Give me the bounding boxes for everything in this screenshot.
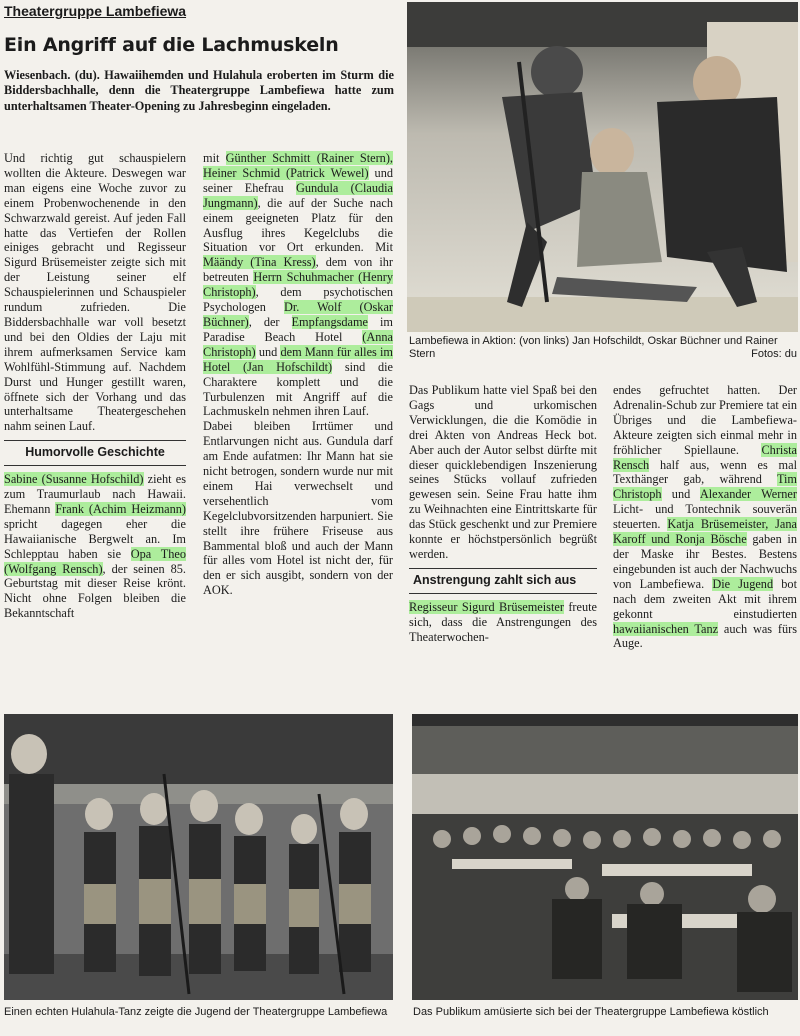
- text-run: mit: [203, 151, 226, 165]
- text-run: freute sich, dass die Anstrengungen des Theaterwochen-: [409, 599, 597, 644]
- photo-stage-action: [407, 2, 798, 332]
- highlighted-name: Empfangsdame: [291, 314, 369, 329]
- text-run: und seiner Ehefrau: [203, 165, 393, 195]
- paragraph: [203, 151, 393, 419]
- text-column-3: [409, 383, 597, 707]
- text-run: bot nach dem zweiten Akt mit ihrem gekonnt einstudierten: [613, 576, 797, 621]
- text-run: , der: [248, 314, 292, 329]
- text-column-4: [613, 383, 797, 707]
- highlighted-name: Die Jugend: [712, 576, 774, 591]
- text-column-1: [4, 151, 186, 707]
- photo-credit: Fotos: du: [751, 348, 797, 360]
- text-run: half aus, wenn es mal Texthänger gab, während: [613, 457, 797, 487]
- text-run: zieht es zum Traumurlaub nach Hawaii. Ehemann: [4, 472, 186, 516]
- highlighted-name: Sabine (Susanne Hofschild): [4, 472, 144, 487]
- highlighted-name: Frank (Achim Heizmann): [55, 501, 186, 516]
- paragraph: Das Publikum hatte viel Spaß bei den Gags und urkomischen Verwicklungen, die die Komödie in drei Akten von Andreas Heck bot. Aber auch der Autor selbst dürfte mit dieser quicklebendigen Inszenierung seines Stücks vollauf zufrieden gewesen sein. Seine Frau hatte ihm zu Weihnachten eine Eintrittskarte für das Stück geschenkt und zur Premiere konnte er höchstpersönlich begrüßt werden.: [409, 383, 597, 561]
- photo-caption-top: [409, 335, 797, 361]
- subheading-anstrengung: Anstrengung zahlt sich aus: [409, 568, 597, 594]
- highlighted-name: Gundula (Claudia Jungmann): [203, 180, 393, 210]
- text-run: sind die Charaktere komplett und die Turbulenzen mit Angriff auf die Lachmuskeln nehmen ihren Lauf.: [203, 359, 393, 419]
- text-run: , der seinen 85. Geburtstag mit dieser Reise krönt. Nicht ohne Folgen bleiben die Bekanntschaft: [4, 561, 186, 621]
- audience-photo-illustration: [412, 714, 798, 1000]
- text-run: , dem von ihr betreuten: [203, 255, 393, 285]
- article-kicker: Theatergruppe Lambefiewa: [4, 3, 187, 19]
- paragraph: [409, 600, 597, 645]
- photo-hula-dance: [4, 714, 393, 1000]
- text-run: spricht dagegen eher die Hawaiianische Bergwelt an. Im Schlepptau haben sie: [4, 516, 186, 561]
- subheading-humorvolle-geschichte: Humorvolle Geschichte: [4, 440, 186, 466]
- highlighted-name: Regisseur Sigurd Brüsemeister: [409, 599, 564, 614]
- text-run: im Paradise Beach Hotel: [203, 314, 393, 344]
- caption-text: Lambefiewa in Aktion: (von links) Jan Hofschildt, Oskar Büchner und Rainer Stern: [409, 335, 778, 360]
- article-lead: Wiesenbach. (du). Hawaiihemden und Hulahula eroberten im Sturm die Biddersbachhalle, denn die Theatergruppe Lambefiewa hatte zum unterhaltsamen Theater-Opening zu Jahresbeginn eingeladen.: [4, 68, 394, 113]
- text-run: gaben in der Maske ihr Bestes. Bestens eingebunden ist auch der Nachwuchs von Lambefiewa.: [613, 532, 797, 591]
- highlighted-name: hawaiianischen Tanz: [613, 621, 719, 636]
- highlighted-name: Tim Christoph: [613, 472, 797, 502]
- photo-caption-dance: Einen echten Hulahula-Tanz zeigte die Jugend der Theatergruppe Lambefiewa: [4, 1006, 388, 1018]
- stage-photo-illustration: [407, 2, 798, 332]
- paragraph: [4, 472, 186, 621]
- text-column-2: [203, 151, 393, 707]
- text-run: und: [255, 344, 281, 359]
- text-run: , die auf der Suche nach einem geeigneten Platz für den Ausflug ihres Kegelclubs die Situation vor Ort erkunden. Mit: [203, 195, 393, 255]
- dance-photo-illustration: [4, 714, 393, 1000]
- text-run: auch was fürs Auge.: [613, 621, 797, 651]
- paragraph: [613, 383, 797, 651]
- text-run: endes gefruchtet hatten. Der Adrenalin-Schub zur Premiere tat ein Übriges und die Lambefiewa-Akteure zeigten sich einmal mehr in fröhlicher Spiellaune.: [613, 383, 797, 457]
- paragraph: Und richtig gut schauspielern wollten die Akteure. Deswegen war man eigens eine Woche zuvor zu einem Probenwochenende in den Schwarzwald gereist. Auf jeden Fall hatte das Vertiefen der Rollen einiges gebracht und Regisseur Sigurd Brüsemeister zeigte sich mit der Leistung seiner elf Schauspielerinnen und Schauspieler rundum zufrieden. Die Biddersbachhalle war voll besetzt und bei den Oldies der Laju mit ihrem aufmerksamen Service kam Wohlfühl-Stimmung auf. Nachdem Durst und Hunger gestillt waren, öffnete sich der Vorhang und das unterhaltsame Theatergeschehen nahm seinen Lauf.: [4, 151, 186, 434]
- photo-audience: [412, 714, 798, 1000]
- highlighted-name: Määndy (Tina Kress): [203, 255, 316, 270]
- highlighted-name: Alexander Werner: [699, 487, 797, 502]
- highlighted-name: Opa Theo (Wolfgang Rensch): [4, 546, 186, 576]
- text-run: und: [661, 487, 700, 502]
- highlighted-name: (Anna Christoph): [203, 329, 393, 359]
- text-run: , dem psychotischen Psychologen: [203, 285, 393, 315]
- paragraph: Dabei bleiben Irrtümer und Entlarvungen nicht aus. Gundula darf am Ende aufatmen: Ihr Mann hat sie nicht betrogen, sondern wurde nur mit einem Hai verwechselt und versehentlich vom Kegelclubvorsitzenden harpuniert. Sie stellt ihre frühere Friseuse aus Bammental bloß und auch der Mann für alles vom Hotel ist nicht der, für den er sich ausgibt, sondern von der AOK.: [203, 419, 393, 598]
- photo-caption-audience: Das Publikum amüsierte sich bei der Theatergruppe Lambefiewa köstlich: [413, 1006, 769, 1018]
- article-headline: Ein Angriff auf die Lachmuskeln: [4, 34, 339, 56]
- highlighted-name: Herrn Schuhmacher (Henry Christoph): [203, 270, 393, 300]
- highlighted-name: Dr. Wolf (Oskar Büchner): [203, 300, 393, 329]
- highlighted-name: dem Mann für alles im Hotel (Jan Hofschildt): [203, 344, 393, 374]
- text-run: Licht- und Tontechnik souverän steuerten.: [613, 502, 797, 532]
- highlighted-name: Katja Brüsemeister, Jana Karoff und Ronja Bösche: [613, 517, 797, 547]
- highlighted-name: Günther Schmitt (Rainer Stern), Heiner Schmid (Patrick Wewel): [203, 151, 393, 180]
- highlighted-name: Christa Rensch: [613, 442, 797, 472]
